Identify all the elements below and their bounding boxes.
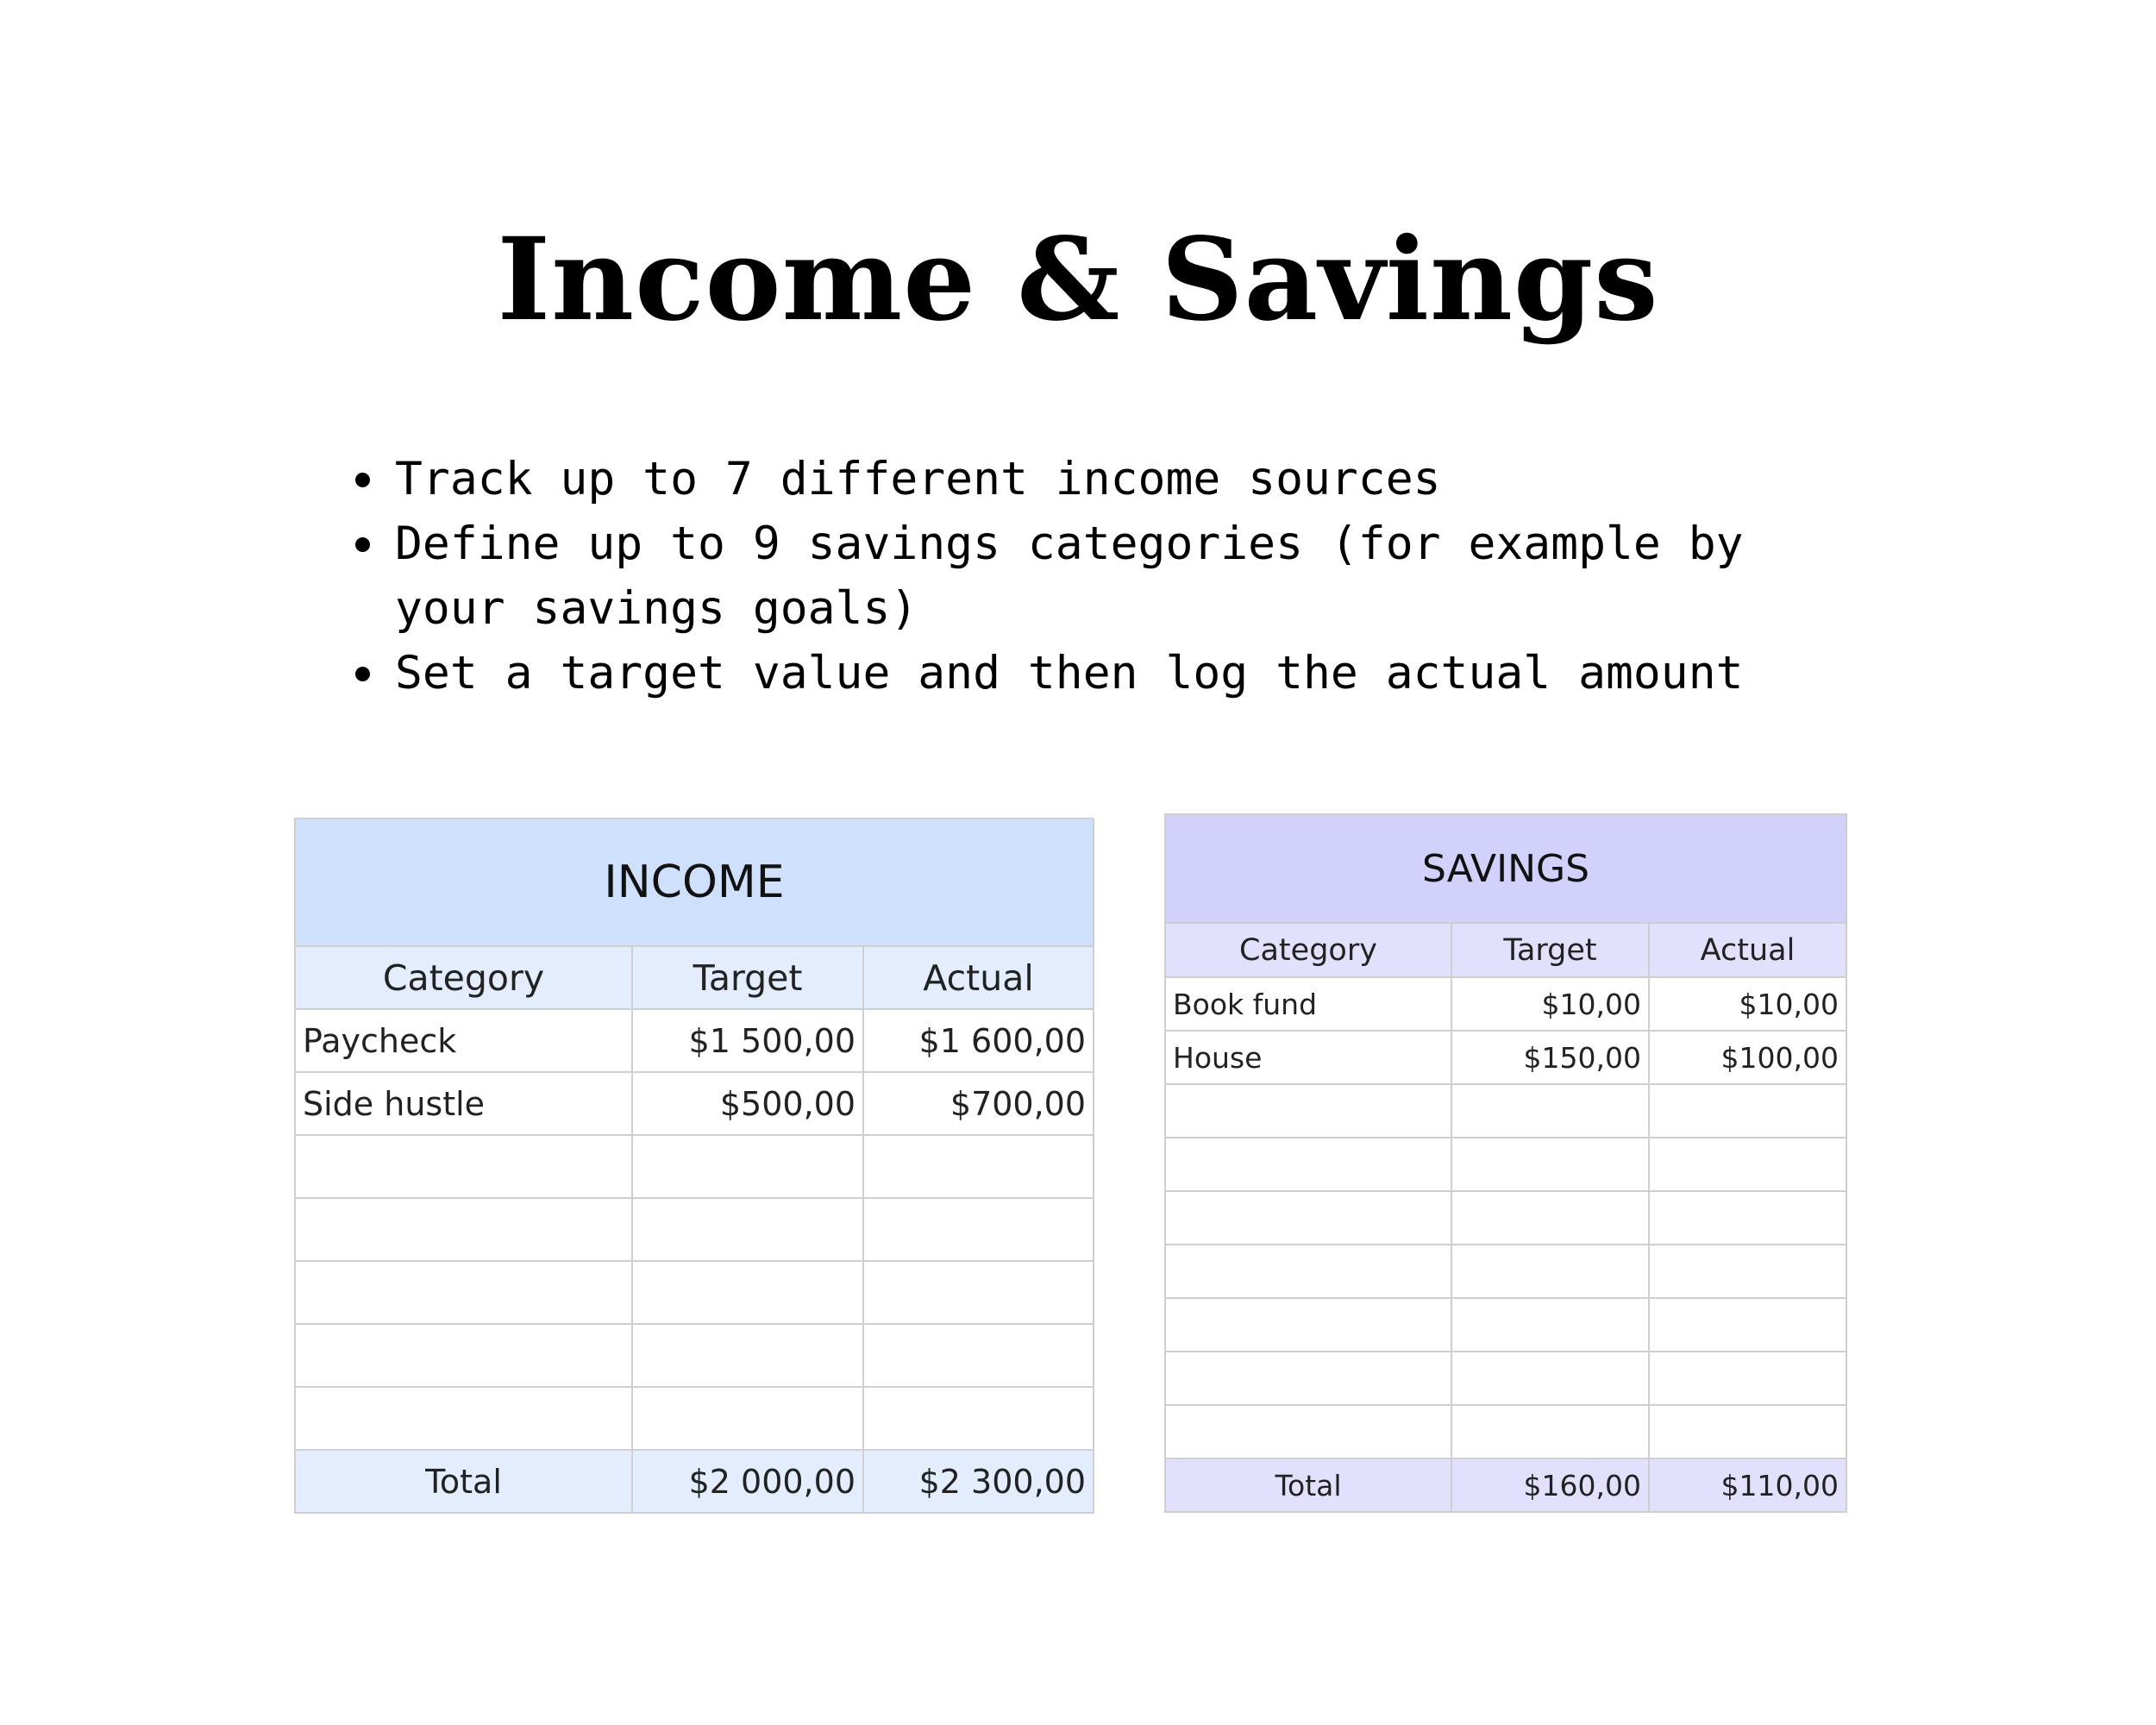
feature-list xyxy=(354,447,1820,706)
income-header-category: Category xyxy=(295,946,632,1009)
savings-target-cell[interactable] xyxy=(1451,1138,1649,1191)
income-row xyxy=(295,1198,1094,1261)
income-total-actual: $2 300,00 xyxy=(863,1450,1094,1513)
savings-target-cell[interactable] xyxy=(1451,1245,1649,1298)
income-total-row xyxy=(295,1450,1094,1513)
savings-header-actual: Actual xyxy=(1649,923,1846,977)
income-actual-cell[interactable] xyxy=(863,1198,1094,1261)
savings-target-cell[interactable]: $10,00 xyxy=(1451,977,1649,1031)
income-target-cell[interactable] xyxy=(632,1261,863,1324)
income-actual-cell[interactable] xyxy=(863,1261,1094,1324)
savings-target-cell[interactable] xyxy=(1451,1352,1649,1405)
income-category-cell[interactable] xyxy=(295,1135,632,1198)
savings-category-cell[interactable] xyxy=(1165,1084,1451,1138)
income-table xyxy=(294,818,1094,1514)
income-header-target: Target xyxy=(632,946,863,1009)
income-category-cell[interactable] xyxy=(295,1261,632,1324)
savings-category-cell[interactable] xyxy=(1165,1405,1451,1458)
page-title: Income & Savings xyxy=(497,213,1659,347)
savings-category-cell[interactable] xyxy=(1165,1245,1451,1298)
savings-target-cell[interactable]: $150,00 xyxy=(1451,1031,1649,1084)
feature-text: Set a target value and then log the actual amount xyxy=(395,647,1744,699)
income-target-cell[interactable] xyxy=(632,1387,863,1450)
savings-actual-cell[interactable] xyxy=(1649,1352,1846,1405)
savings-row xyxy=(1165,977,1846,1031)
income-row xyxy=(295,1387,1094,1450)
income-table-title: INCOME xyxy=(295,819,1094,946)
savings-row xyxy=(1165,1191,1846,1245)
savings-category-cell[interactable] xyxy=(1165,1352,1451,1405)
savings-total-row xyxy=(1165,1458,1846,1512)
savings-row xyxy=(1165,1138,1846,1191)
savings-header-target: Target xyxy=(1451,923,1649,977)
savings-category-cell[interactable] xyxy=(1165,1191,1451,1245)
income-target-cell[interactable] xyxy=(632,1324,863,1387)
income-target-cell[interactable]: $1 500,00 xyxy=(632,1009,863,1072)
savings-row xyxy=(1165,1084,1846,1138)
income-actual-cell[interactable] xyxy=(863,1135,1094,1198)
savings-row xyxy=(1165,1031,1846,1084)
savings-target-cell[interactable] xyxy=(1451,1298,1649,1352)
savings-row xyxy=(1165,1352,1846,1405)
income-total-label: Total xyxy=(295,1450,632,1513)
savings-row xyxy=(1165,1245,1846,1298)
savings-category-cell[interactable]: House xyxy=(1165,1031,1451,1084)
savings-table-title: SAVINGS xyxy=(1165,814,1846,923)
savings-row xyxy=(1165,1298,1846,1352)
savings-target-cell[interactable] xyxy=(1451,1084,1649,1138)
bullet-icon xyxy=(355,537,370,552)
feature-item xyxy=(354,447,1820,511)
income-target-cell[interactable]: $500,00 xyxy=(632,1072,863,1135)
feature-item xyxy=(354,511,1820,641)
income-header-row xyxy=(295,946,1094,1009)
feature-item xyxy=(354,641,1820,706)
savings-header-category: Category xyxy=(1165,923,1451,977)
savings-actual-cell[interactable] xyxy=(1649,1138,1846,1191)
income-category-cell[interactable] xyxy=(295,1387,632,1450)
savings-category-cell[interactable]: Book fund xyxy=(1165,977,1451,1031)
bullet-icon xyxy=(355,667,370,681)
income-actual-cell[interactable] xyxy=(863,1324,1094,1387)
bullet-icon xyxy=(355,473,370,487)
savings-total-label: Total xyxy=(1165,1458,1451,1512)
savings-actual-cell[interactable] xyxy=(1649,1084,1846,1138)
savings-target-cell[interactable] xyxy=(1451,1191,1649,1245)
savings-actual-cell[interactable] xyxy=(1649,1191,1846,1245)
income-row xyxy=(295,1072,1094,1135)
savings-table xyxy=(1164,813,1847,1513)
income-target-cell[interactable] xyxy=(632,1198,863,1261)
feature-text: Define up to 9 savings categories (for example by your savings goals) xyxy=(395,518,1744,635)
savings-total-actual: $110,00 xyxy=(1649,1458,1846,1512)
savings-actual-cell[interactable] xyxy=(1649,1245,1846,1298)
income-category-cell[interactable] xyxy=(295,1198,632,1261)
income-row xyxy=(295,1009,1094,1072)
savings-target-cell[interactable] xyxy=(1451,1405,1649,1458)
savings-actual-cell[interactable] xyxy=(1649,1298,1846,1352)
feature-text: Track up to 7 different income sources xyxy=(395,453,1441,505)
income-category-cell[interactable] xyxy=(295,1324,632,1387)
income-target-cell[interactable] xyxy=(632,1135,863,1198)
savings-actual-cell[interactable]: $100,00 xyxy=(1649,1031,1846,1084)
savings-row xyxy=(1165,1405,1846,1458)
savings-category-cell[interactable] xyxy=(1165,1138,1451,1191)
income-actual-cell[interactable]: $700,00 xyxy=(863,1072,1094,1135)
savings-actual-cell[interactable]: $10,00 xyxy=(1649,977,1846,1031)
savings-actual-cell[interactable] xyxy=(1649,1405,1846,1458)
income-category-cell[interactable]: Paycheck xyxy=(295,1009,632,1072)
savings-header-row xyxy=(1165,923,1846,977)
income-category-cell[interactable]: Side hustle xyxy=(295,1072,632,1135)
income-row xyxy=(295,1324,1094,1387)
income-row xyxy=(295,1261,1094,1324)
income-row xyxy=(295,1135,1094,1198)
income-header-actual: Actual xyxy=(863,946,1094,1009)
income-actual-cell[interactable] xyxy=(863,1387,1094,1450)
income-total-target: $2 000,00 xyxy=(632,1450,863,1513)
income-actual-cell[interactable]: $1 600,00 xyxy=(863,1009,1094,1072)
savings-total-target: $160,00 xyxy=(1451,1458,1649,1512)
savings-category-cell[interactable] xyxy=(1165,1298,1451,1352)
